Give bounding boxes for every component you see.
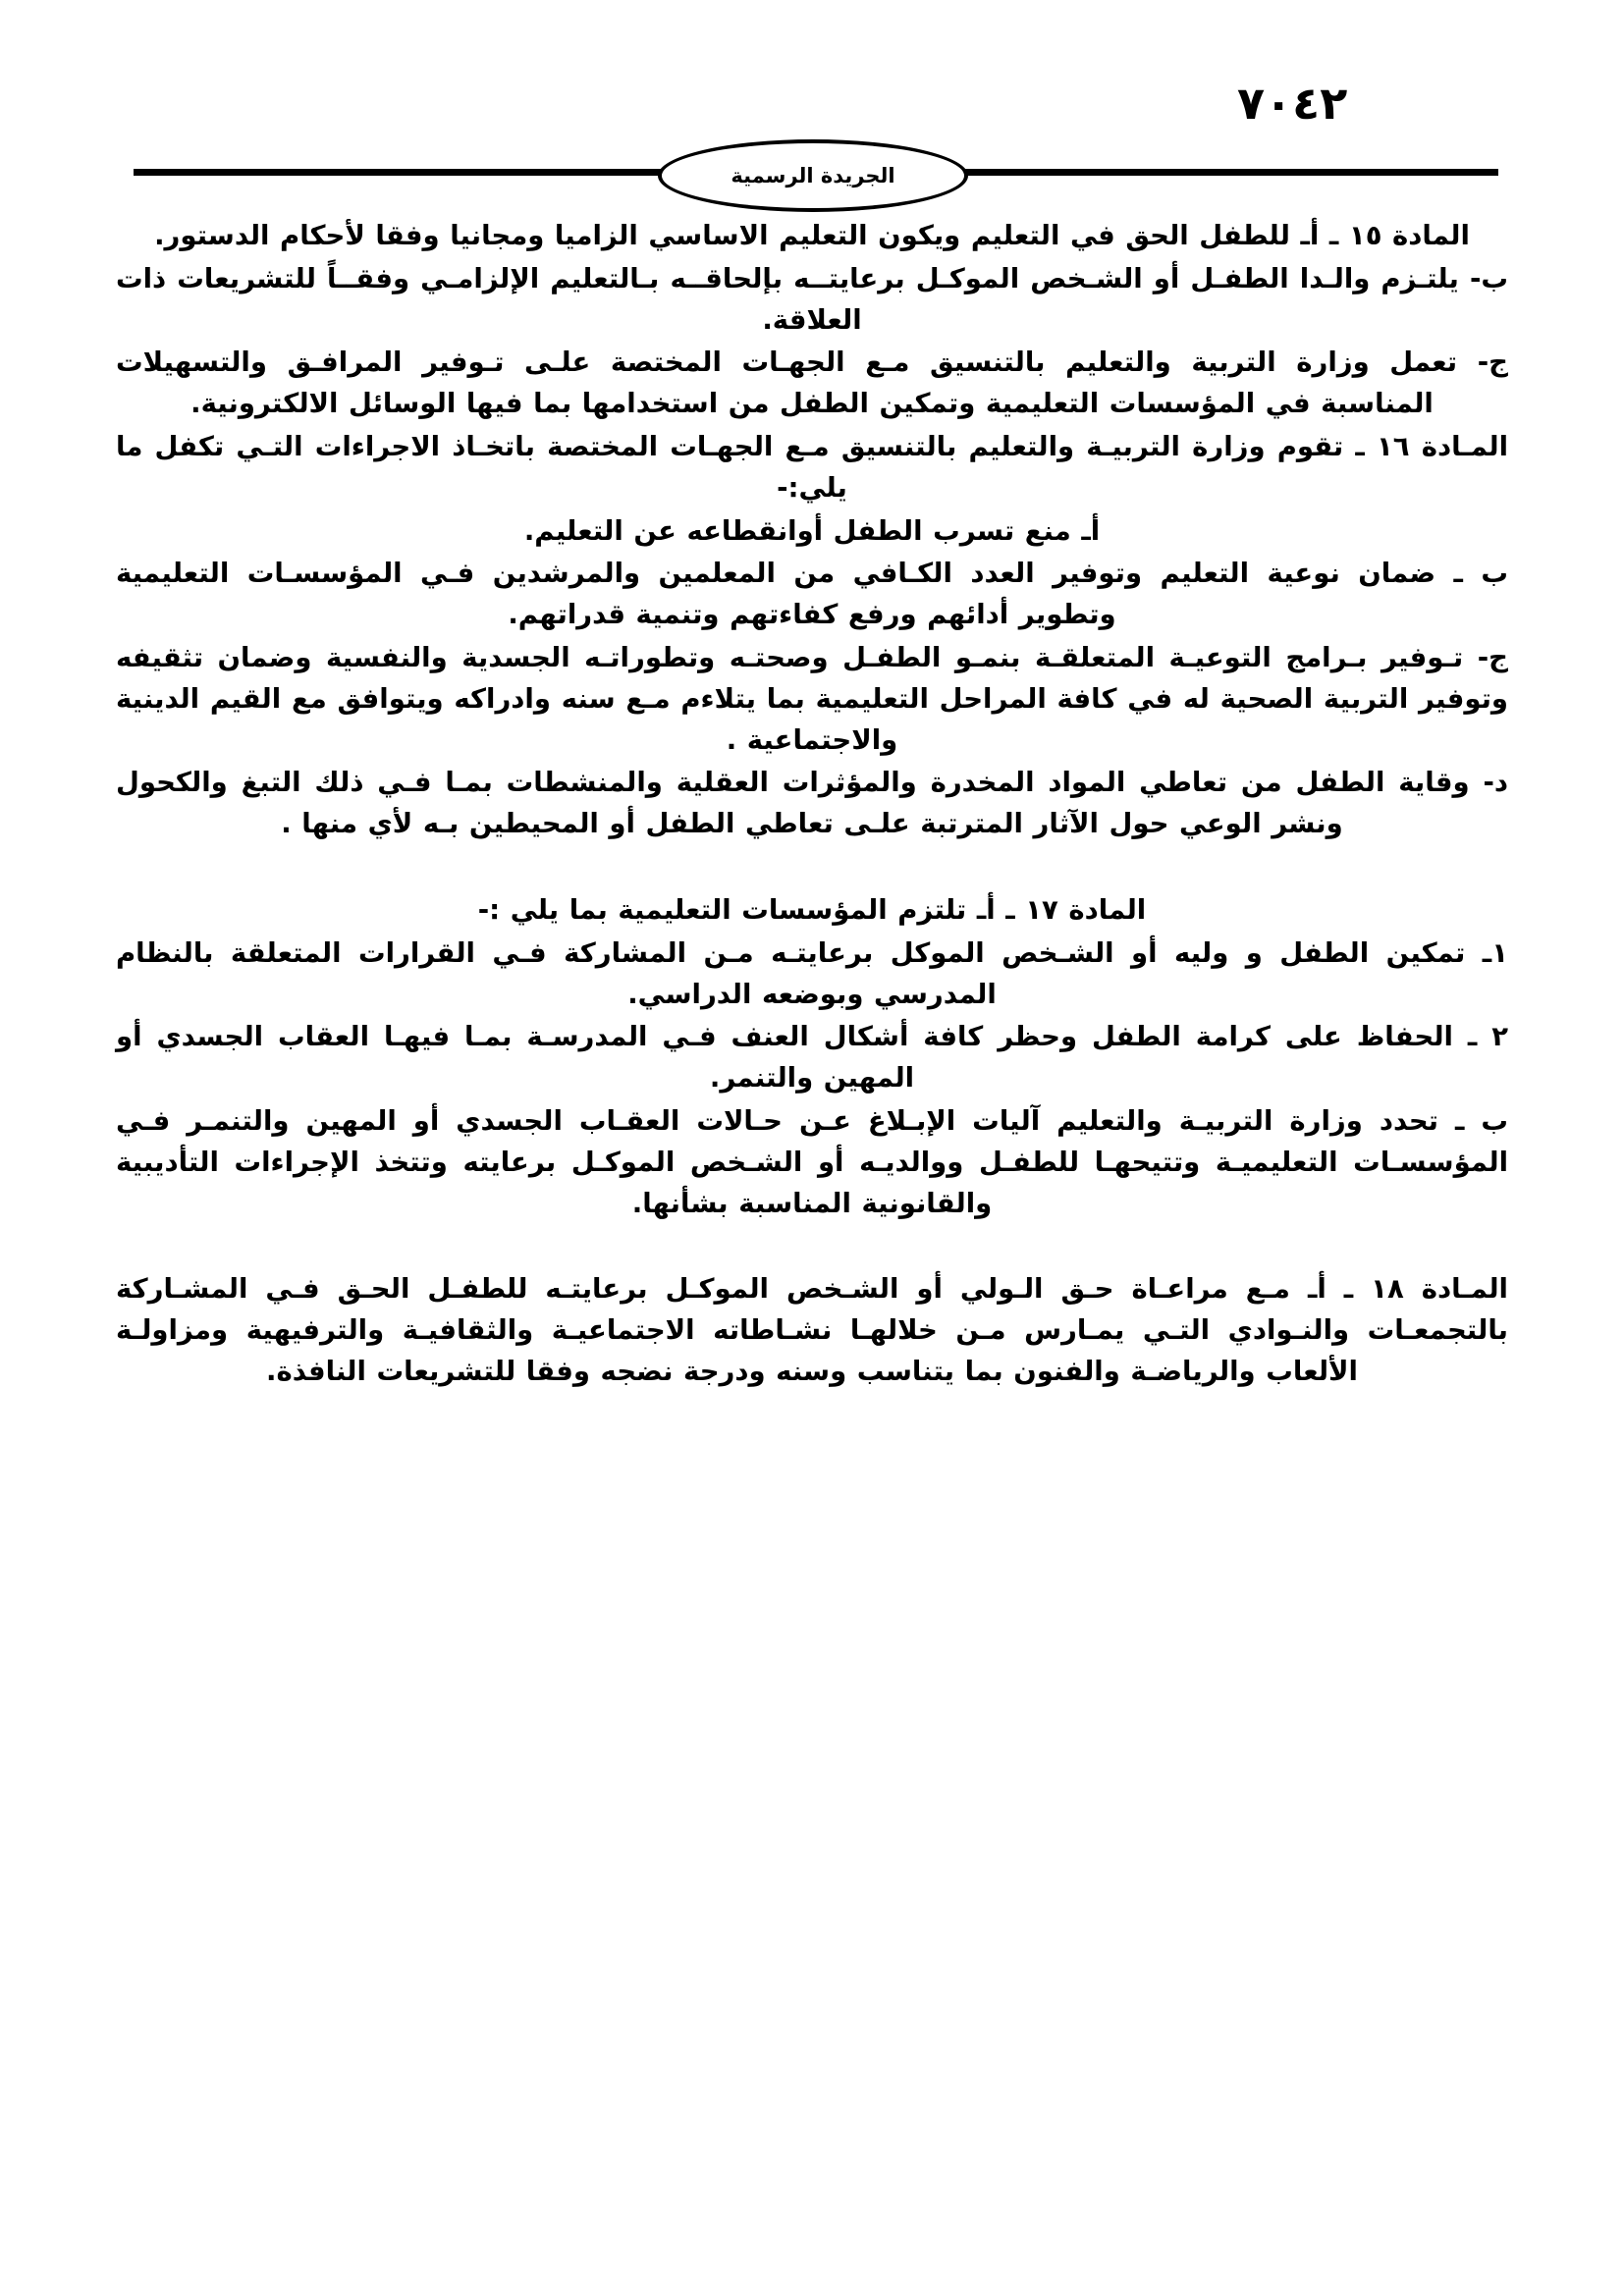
- paragraph-article-18-a: المـادة ١٨ ـ أـ مـع مراعـاة حـق الـولي أو الشـخص الموكـل برعايتـه للطفـل الحـق فـي المشـاركة بالتجمعـات والنـوادي التـي يمـارس مـن خلالهـا نشـاطاته الاجتماعيـة والثقافيـة والترفيهية ومزاولـة الألعاب والرياضـة والفنون بما يتناسب وسنه ودرجة نضجه وفقا للتشريعات النافذة.: [116, 1273, 1508, 1387]
- paragraph-article-15-b: ب- يلتـزم والـدا الطفـل أو الشـخص الموكـل برعايتــه بإلحاقــه بـالتعليم الإلزامـي وفقــاً للتشريعات ذات العلاقة.: [116, 262, 1508, 336]
- paragraph-article-15-c: ج- تعمل وزارة التربية والتعليم بالتنسيق مـع الجهـات المختصة علـى تـوفير المرافـق والتسهيلات المناسبة في المؤسسات التعليمية وتمكين الطفل من استخدامها بما فيها الوسائل الالكترونية.: [116, 347, 1508, 420]
- paragraph-article-17-a: المادة ١٧ ـ أـ تلتزم المؤسسات التعليمية بما يلي :-: [477, 893, 1147, 926]
- section-spacer-1: [116, 847, 1508, 890]
- paragraph-article-17-b: ب ـ تحدد وزارة التربيـة والتعليم آليات الإبـلاغ عـن حـالات العقـاب الجسدي أو المهين والتنمـر فـي المؤسسـات التعليميـة وتتيحهـا للطفـل ووالديـه أو الشـخص الموكـل برعايته وتتخذ الإجراءات التأديبية والقانونية المناسبة بشأنها.: [116, 1104, 1508, 1219]
- paragraph-article-16: المـادة ١٦ ـ تقوم وزارة التربيـة والتعليم بالتنسيق مـع الجهـات المختصة باتخـاذ الاجراءات التـي تكفل ما يلي:-: [116, 430, 1508, 504]
- page-header: [0, 0, 1624, 187]
- gazette-badge-label: الجريدة الرسمية: [731, 164, 895, 187]
- page-number: ٧٠٤٢: [1237, 77, 1348, 130]
- paragraph-article-16-a: أـ منع تسرب الطفل أوانقطاعه عن التعليم.: [523, 514, 1101, 547]
- paragraph-article-16-d: د- وقاية الطفل من تعاطي المواد المخدرة والمؤثرات العقلية والمنشطات بمـا فـي ذلك التبغ والكحول ونشر الوعي حول الآثار المترتبة علـى تعاطي الطفل أو المحيطين بـه لأي منها .: [116, 767, 1508, 840]
- paragraph-article-17-item-2: ٢ ـ الحفاظ على كرامة الطفل وحظر كافة أشكال العنف فـي المدرسـة بمـا فيهـا العقاب الجسدي أو المهين والتنمر.: [116, 1021, 1508, 1095]
- document-body: [0, 187, 1624, 1393]
- paragraph-article-16-b: ب ـ ضمان نوعية التعليم وتوفير العدد الكـافي من المعلمين والمرشدين فـي المؤسسـات التعليمية وتطوير أدائهم ورفع كفاءتهم وتنمية قدراتهم.: [116, 558, 1508, 631]
- paragraph-article-16-c: ج- تـوفير بـرامج التوعيـة المتعلقـة بنمـو الطفـل وصحتـه وتطوراتـه الجسدية والنفسية وضمان تثقيفه وتوفير التربية الصحية له في كافة المراحل التعليمية بما يتلاءم مـع سنه وادراكه ويتوافق مع القيم الدينية والاجتماعية .: [116, 641, 1508, 756]
- paragraph-article-15-a: المادة ١٥ ـ أـ للطفل الحق في التعليم ويكون التعليم الاساسي الزاميا ومجانيا وفقا لأحكام الدستور.: [154, 220, 1470, 251]
- section-spacer-2: [116, 1226, 1508, 1269]
- paragraph-article-17-item-1: ١ـ تمكين الطفل و وليه أو الشـخص الموكل برعايتـه مـن المشاركة فـي القرارات المتعلقة بالنظام المدرسي وبوضعه الدراسي.: [116, 936, 1508, 1010]
- gazette-badge: [658, 139, 968, 212]
